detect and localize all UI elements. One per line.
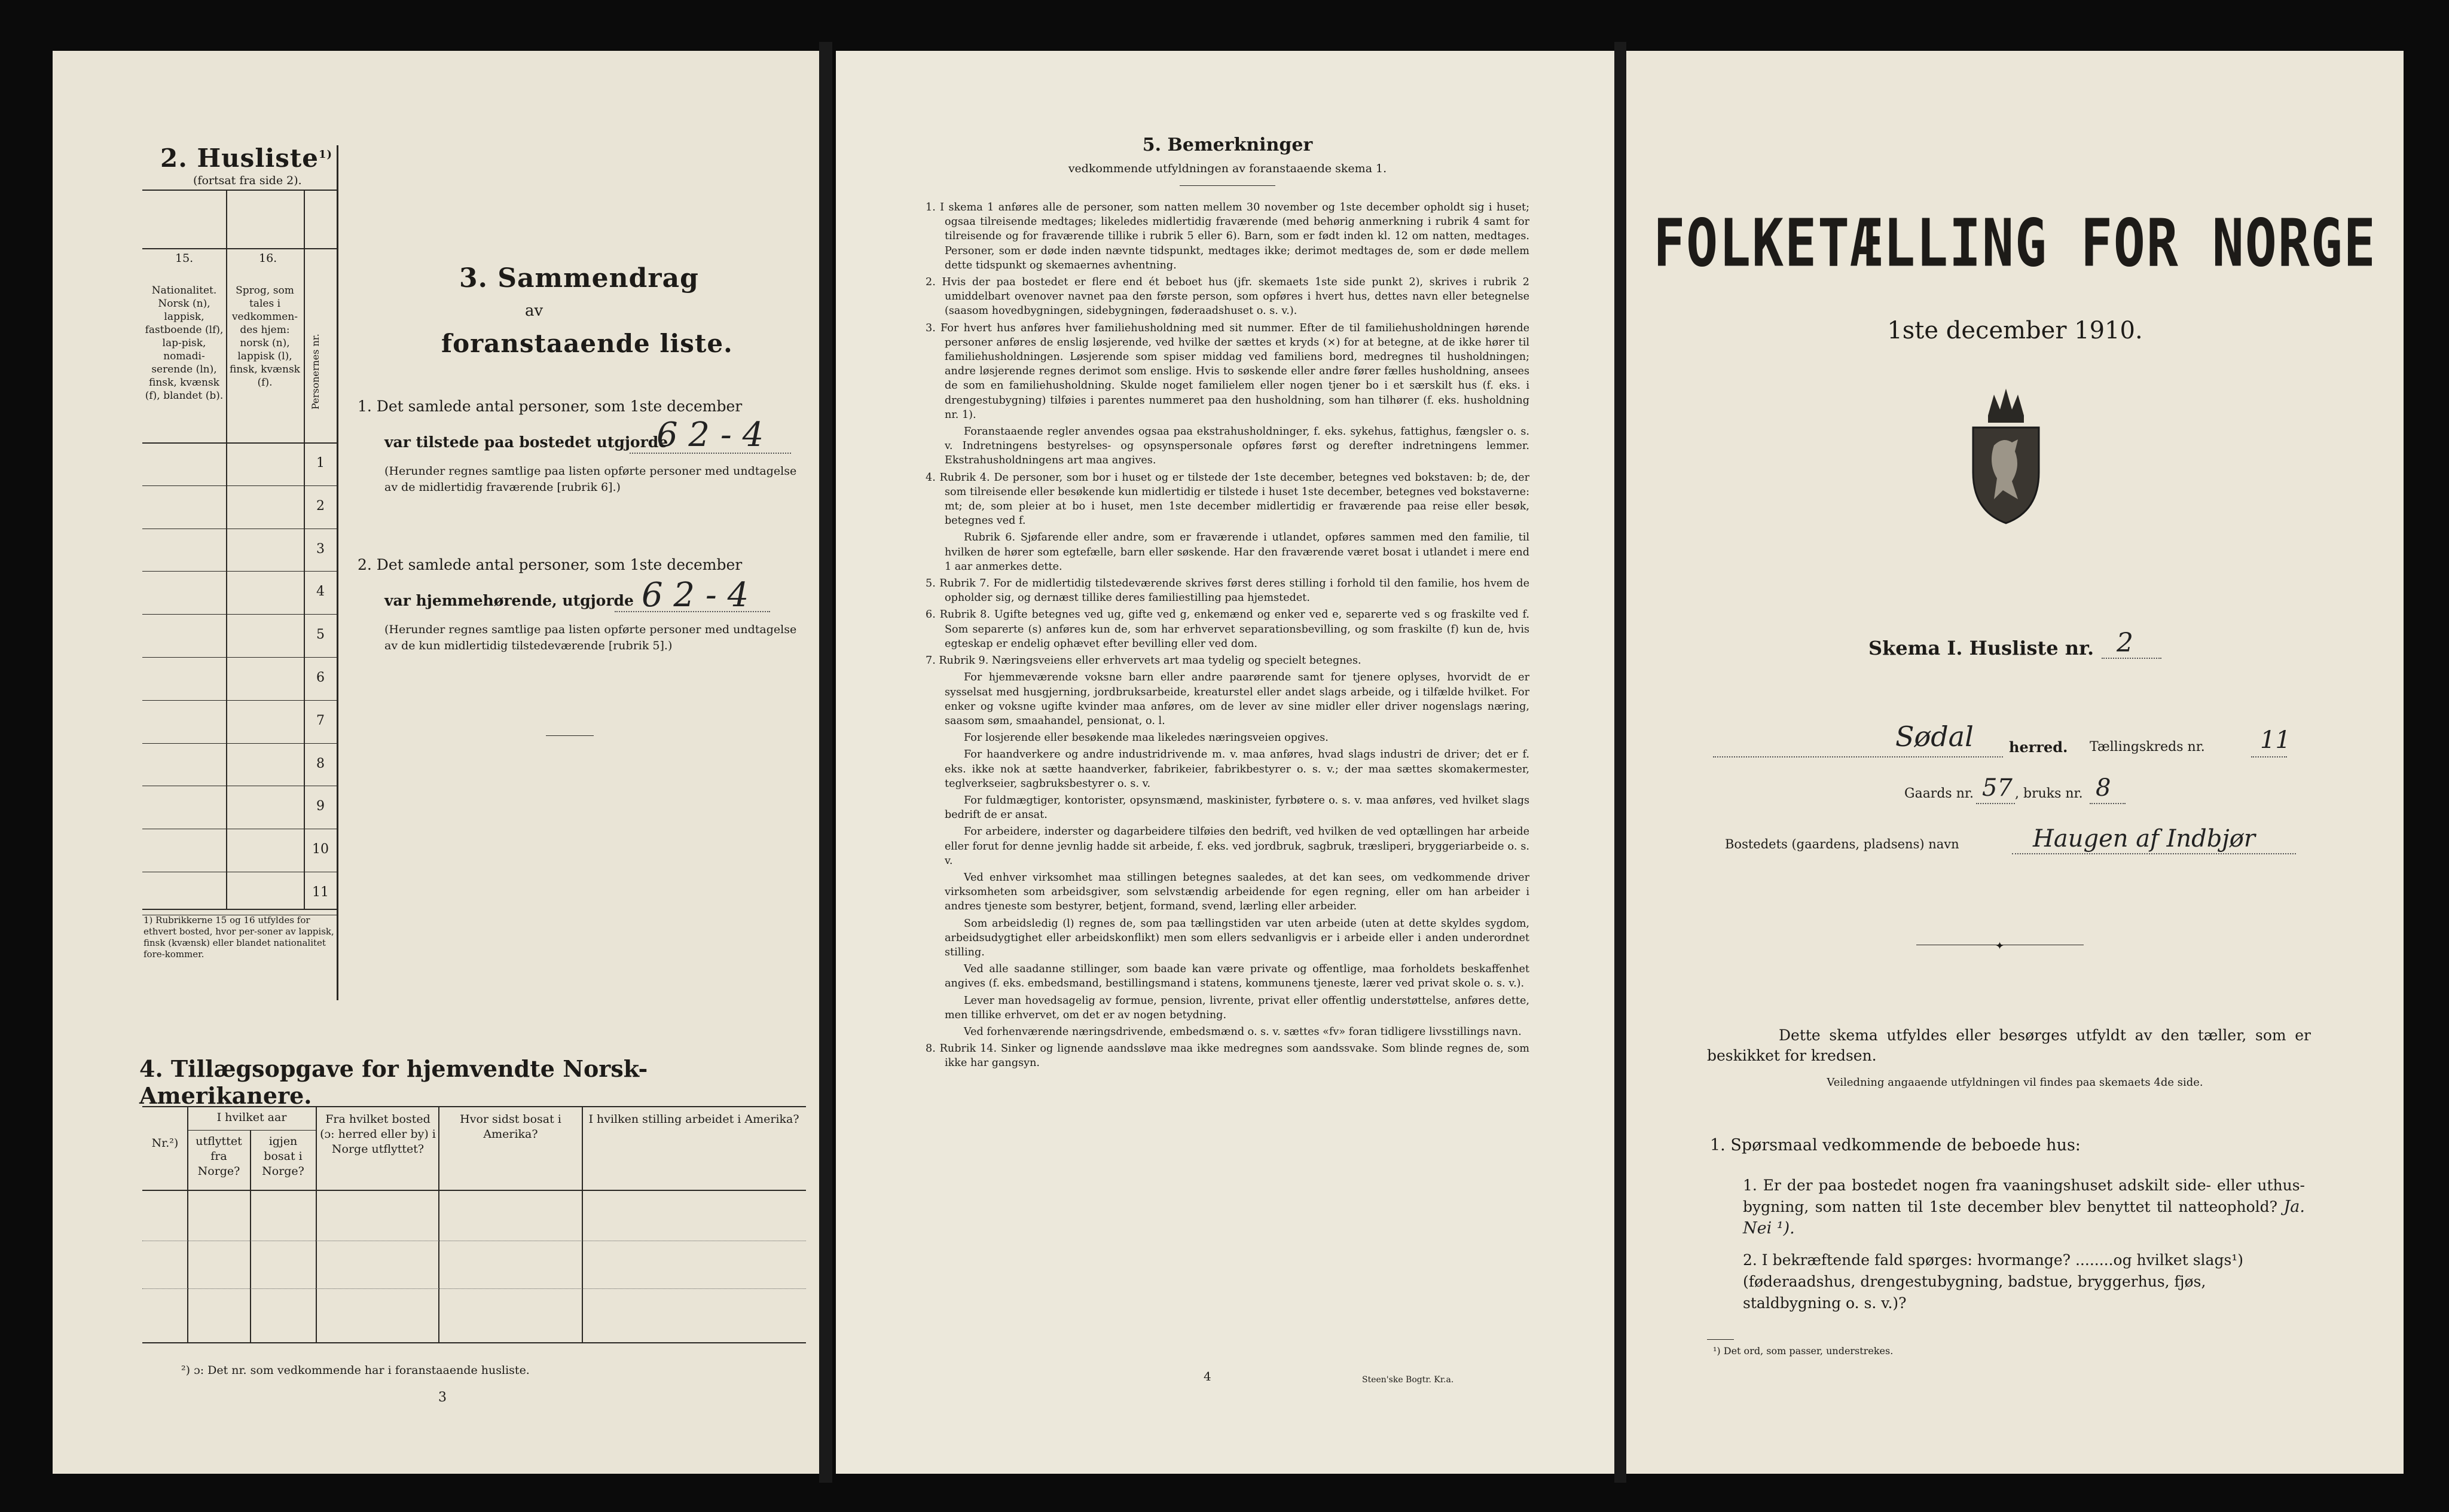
sammendrag-item1-label: var tilstede paa bostedet utgjorde xyxy=(384,433,668,451)
husliste-row-number: 4 xyxy=(316,584,325,600)
intro-text: Dette skema utfyldes eller besørges utfyldt av den tæller, som er beskikket for kredsen. xyxy=(1707,1027,2311,1064)
remark-paragraph: Foranstaaende regler anvendes ogsaa paa ekstrahusholdninger, f. eks. sykehus, fattighus, fængsler o. s. v. Indretningens bestyrelses- og opsynspersonale opføres først og derefter indretningens lemmer. Ekstrahusholdningens art maa angives. xyxy=(945,426,1529,467)
tillaeg-col-utflyttet: utflyttet fra Norge? xyxy=(196,1135,242,1178)
bruks-value: 8 xyxy=(2096,774,2111,802)
krets-value: 11 xyxy=(2260,726,2291,754)
husliste-row-number: 5 xyxy=(316,627,325,643)
gaards-value: 57 xyxy=(1982,774,2013,802)
sammendrag-item2-label: var hjemmehørende, utgjorde xyxy=(384,592,634,609)
col16-header: Sprog, som tales i vedkommen-des hjem: norsk (n), lappisk (l), finsk, kvænsk (f). xyxy=(230,285,300,389)
question-2: 2. I bekræftende fald spørges: hvormange? ........og hvilket slags¹) (føderaadshus, drengestubygning, badstue, bryggerhus, fjøs, staldbygning o. s. v.)? xyxy=(1743,1251,2244,1312)
fold-shadow-1 xyxy=(819,42,832,1483)
fold-shadow-2 xyxy=(1614,42,1626,1483)
norwegian-coat-of-arms-icon xyxy=(1961,383,2051,526)
bemerkninger-list xyxy=(926,200,1529,1073)
sammendrag-item2-note: (Herunder regnes samtlige paa listen opførte personer med undtagelse av de kun midlertidig tilstedeværende [rubrik 5].) xyxy=(384,623,797,652)
skema-label: Skema I. Husliste nr. xyxy=(1868,637,2094,659)
remark-paragraph: For hjemmeværende voksne barn eller andre paarørende samt for tjenere oplyses, hvorvidt de er sysselsat med husgjerning, jordbruksarbeide, kreaturstel eller andet slags arbeide, og i tilfælde hvilket. For enker og voksne ugifte kvinder maa anføres, om de lever av sine midler eller driver nogenslags næring, saasom søm, smaahandel, pensionat, o. l. xyxy=(945,671,1529,727)
husliste-row-line xyxy=(142,571,337,572)
husliste-footnote: 1) Rubrikkerne 15 og 16 utfyldes for ethvert bosted, hvor per-soner av lappisk, finsk (kvænsk) eller blandet nationalitet fore-kommer. xyxy=(143,915,334,960)
husliste-row-line xyxy=(142,657,337,658)
remark-paragraph: Rubrik 6. Sjøfarende eller andre, som er fraværende i utlandet, opføres sammen med den familie, til hvilken de hører som egtefælle, barn eller søskende. Har den fraværende været bosat i utlandet i mere end 1 aar anmerkes dette. xyxy=(945,532,1529,573)
sammendrag-title: 3. Sammendrag xyxy=(459,263,699,294)
remark-paragraph: 7. Rubrik 9. Næringsveiens eller erhvervets art maa tydelig og specielt betegnes. xyxy=(926,655,1361,667)
col15-header: Nationalitet. Norsk (n), lappisk, fastboende (lf), lap-pisk, nomadi-serende (ln), finsk, kvænsk (f), blandet (b). xyxy=(145,285,224,402)
husliste-row-number: 2 xyxy=(316,498,325,514)
cover-page xyxy=(1626,51,2404,1474)
remark-paragraph: Lever man hovedsagelig av formue, pension, livrente, privat eller offentlig understøttelse, anføres dette, men tillike erhvervet, om det er av nogen betydning. xyxy=(945,994,1529,1021)
husliste-row-number: 11 xyxy=(312,885,329,900)
page-number-4: 4 xyxy=(1204,1369,1211,1383)
sammendrag-subtitle: foranstaaende liste. xyxy=(441,329,733,358)
remark-paragraph: 3. For hvert hus anføres hver familiehusholdning med sit nummer. Efter de til familiehusholdningen hørende personer anføres de enslig løsjerende, ved hvilke der sættes et kryds (×) for at betegne, at de ikke hører til familiehusholdningen. Løsjerende som spiser middag ved familiens bord, medregnes til husholdningen; andre løsjerende regnes derimot som enslige. Hvis to søskende eller andre fører fælles husholdning, ansees de som en familiehusholdning. Skulde noget familielem eller nogen tjener bo i et særskilt hus (f. eks. i drengestubygning) tilføies i parentes nummeret paa den husholdning, som han tilhører (f. eks. husholdning nr. 1). xyxy=(926,322,1529,421)
husliste-title: 2. Husliste$^{1)}$ xyxy=(160,143,333,173)
herred-value: Sødal xyxy=(1895,720,1974,753)
remark-paragraph: 1. I skema 1 anføres alle de personer, som natten mellem 30 november og 1ste december opholdt sig i huset; ogsaa tilreisende medtages; likeledes midlertidig fraværende (med behørig anmerkning i rubrik 4 samt for tilreisende og for fraværende tillike i rubrik 5 eller 6). Barn, som er født inden kl. 12 om natten, medtages. Personer, som er døde inden nævnte tidspunkt, medtages ikke; derimot medtages de, som er døde mellem dette tidspunkt og skemaernes avhentning. xyxy=(926,201,1529,271)
question-section-title: 1. Spørsmaal vedkommende de beboede hus: xyxy=(1710,1136,2081,1154)
skema-value: 2 xyxy=(2117,628,2133,658)
remark-paragraph: 6. Rubrik 8. Ugifte betegnes ved ug, gifte ved g, enkemænd og enker ved e, separerte ved s og fraskilte ved f. Som separerte (s) anføres kun de, som har erhvervet separationsbevilling, og som fraskilte (f) kun de, hvis egteskap er endelig ophævet efter bevilling eller ved dom. xyxy=(926,609,1529,650)
krets-label: Tællingskreds nr. xyxy=(2090,740,2205,755)
sammendrag-item2: 2. Det samlede antal personer, som 1ste december xyxy=(358,556,743,573)
husliste-row-line xyxy=(142,485,337,486)
remark-paragraph: Som arbeidsledig (l) regnes de, som paa tællingstiden var uten arbeide (uten at dette skyldes sygdom, arbeidsudygtighet eller arbeidskonflikt) men som ellers sedvanligvis er i arbeide eller i anden underordnet stilling. xyxy=(945,917,1529,958)
remark-paragraph: 2. Hvis der paa bostedet er flere end ét beboet hus (jfr. skemaets 1ste side punkt 2), skrives i rubrik 2 umiddelbart ovenover navnet paa den første person, som opføres i hvert hus, dettes navn eller betegnelse (saasom hovedbygningen, sidebygningen, føderaadshuset o. s. v.). xyxy=(926,276,1529,317)
tillaeg-col-stilling: I hvilken stilling arbeidet i Amerika? xyxy=(588,1113,799,1126)
husliste-row-number: 10 xyxy=(312,842,329,857)
husliste-subtitle: (fortsat fra side 2). xyxy=(193,174,302,187)
remark-paragraph: For arbeidere, inderster og dagarbeidere tilføies den bedrift, ved hvilken de ved optællingen har arbeide eller forut for denne jevnlig hadde sit arbeide, f. eks. ved jordbruk, sagbruk, træsliperi, bryggeriarbeide o. s. v. xyxy=(945,826,1529,867)
gaards-label: Gaards nr. xyxy=(1904,786,1974,801)
tillaeg-title: 4. Tillægsopgave for hjemvendte Norsk-Amerikanere. xyxy=(139,1055,648,1109)
remark-paragraph: For losjerende eller besøkende maa likeledes næringsveien opgives. xyxy=(964,732,1329,744)
printer-mark: Steen'ske Bogtr. Kr.a. xyxy=(1362,1375,1454,1385)
sammendrag-item1-value: 6 2 - 4 xyxy=(656,416,764,454)
col16-number: 16. xyxy=(259,252,277,265)
remark-paragraph: 4. Rubrik 4. De personer, som bor i huset og er tilstede der 1ste december, betegnes ved bokstaven: b; de, der som tilreisende eller besøkende kun midlertidig er tilstede i huset 1ste december, betegnes ved bokstaverne: mt; de, som pleier at bo i huset, men 1ste december midlertidig er fraværende paa reise eller besøk, betegnes ved f. xyxy=(926,471,1529,527)
veiledning-text: Veiledning angaaende utfyldningen vil findes paa skemaets 4de side. xyxy=(1827,1076,2203,1089)
bosted-label: Bostedets (gaardens, pladsens) navn xyxy=(1725,837,1959,851)
husliste-row-number: 6 xyxy=(316,670,325,685)
sammendrag-item1: 1. Det samlede antal personer, som 1ste december xyxy=(358,398,743,415)
ornament-icon: ✦ xyxy=(1995,940,2005,952)
remark-paragraph: Ved alle saadanne stillinger, som baade kan være private og offentlige, maa forholdets beskaffenhet angives (f. eks. embedsmand, bestillingsmand i statens, kommunens tjeneste, lærer ved privat skole o. s. v.). xyxy=(945,963,1529,990)
husliste-row-number: 1 xyxy=(316,456,325,471)
husliste-row-number: 8 xyxy=(316,756,325,771)
tillaeg-col-nr: Nr.²) xyxy=(151,1137,179,1150)
remark-paragraph: 5. Rubrik 7. For de midlertidig tilstedeværende skrives først deres stilling i forhold til den familie, hos hvem de opholder sig, og dernæst tillike deres familiestilling paa hjemstedet. xyxy=(926,578,1529,604)
tillaeg-footnote: ²) ɔ: Det nr. som vedkommende har i foranstaaende husliste. xyxy=(181,1364,530,1377)
tillaeg-col-hvor: Hvor sidst bosat i Amerika? xyxy=(460,1113,561,1141)
husliste-row-line xyxy=(142,614,337,615)
tillaeg-col-fra: Fra hvilket bosted (ɔ: herred eller by) i Norge utflyttet? xyxy=(320,1113,436,1156)
remark-paragraph: For fuldmægtiger, kontorister, opsynsmænd, maskinister, fyrbøtere o. s. v. maa anføres, ved hvilket slags bedrift de er ansat. xyxy=(945,794,1529,821)
census-date: 1ste december 1910. xyxy=(1887,317,2143,344)
cover-footnote: ¹) Det ord, som passer, understrekes. xyxy=(1713,1345,1894,1357)
sammendrag-av: av xyxy=(525,302,543,320)
remark-paragraph: For haandverkere og andre industridrivende m. v. maa anføres, hvad slags industri de driver; det er f. eks. ikke nok at sætte haandverker, fabrikeier, fabrikbestyrer o. s. v.; der maa sættes skomakermester, teglverkseier, sagbruksbestyrer o. s. v. xyxy=(945,749,1529,790)
page-number-3: 3 xyxy=(438,1390,447,1405)
herred-label: herred. xyxy=(2009,738,2068,756)
question-1: 1. Er der paa bostedet nogen fra vaaningshuset adskilt side- eller uthus-bygning, som natten til 1ste december blev benyttet til natteophold? Ja. Nei ¹). xyxy=(1743,1177,2305,1238)
bemerkninger-subtitle: vedkommende utfyldningen av foranstaaende skema 1. xyxy=(1068,162,1387,175)
question-1-answer: Ja. Nei ¹). xyxy=(1743,1198,2305,1238)
remark-paragraph: Ved forhenværende næringsdrivende, embedsmænd o. s. v. sættes «fv» foran tidligere livsstillings navn. xyxy=(964,1025,1522,1038)
husliste-row-line xyxy=(142,700,337,701)
bruks-label: , bruks nr. xyxy=(2015,786,2083,801)
remark-paragraph: 8. Rubrik 14. Sinker og lignende aandssløve maa ikke medregnes som aandssvake. Som blinde regnes de, som ikke har gangsyn. xyxy=(926,1043,1529,1070)
sammendrag-item2-value: 6 2 - 4 xyxy=(642,576,749,615)
col15-number: 15. xyxy=(175,252,194,265)
page-4-middle xyxy=(836,51,1619,1474)
sammendrag-item1-note: (Herunder regnes samtlige paa listen opførte personer med undtagelse av de midlertidig fraværende [rubrik 6].) xyxy=(384,465,797,494)
col-personnr-header: Personernes nr. xyxy=(310,334,321,410)
husliste-row-number: 9 xyxy=(316,799,325,814)
husliste-row-number: 7 xyxy=(316,713,325,728)
tillaeg-col-year: I hvilket aar xyxy=(216,1111,287,1124)
census-title: FOLKETÆLLING FOR NORGE xyxy=(1653,204,2377,282)
tillaeg-col-igjen: igjen bosat i Norge? xyxy=(262,1135,304,1178)
remark-paragraph: Ved enhver virksomhet maa stillingen betegnes saaledes, at det kan sees, om vedkommende driver virksomheten som arbeidsgiver, som selvstændig arbeidende for egen regning, eller om han arbeider i andres tjeneste som bestyrer, betjent, formand, svend, lærling eller arbeider. xyxy=(945,871,1529,913)
bemerkninger-title: 5. Bemerkninger xyxy=(1142,135,1313,155)
bosted-value: Haugen af Indbjør xyxy=(2033,825,2255,853)
husliste-row-line xyxy=(142,743,337,744)
page-3-left xyxy=(53,51,819,1474)
husliste-row-number: 3 xyxy=(316,541,325,557)
